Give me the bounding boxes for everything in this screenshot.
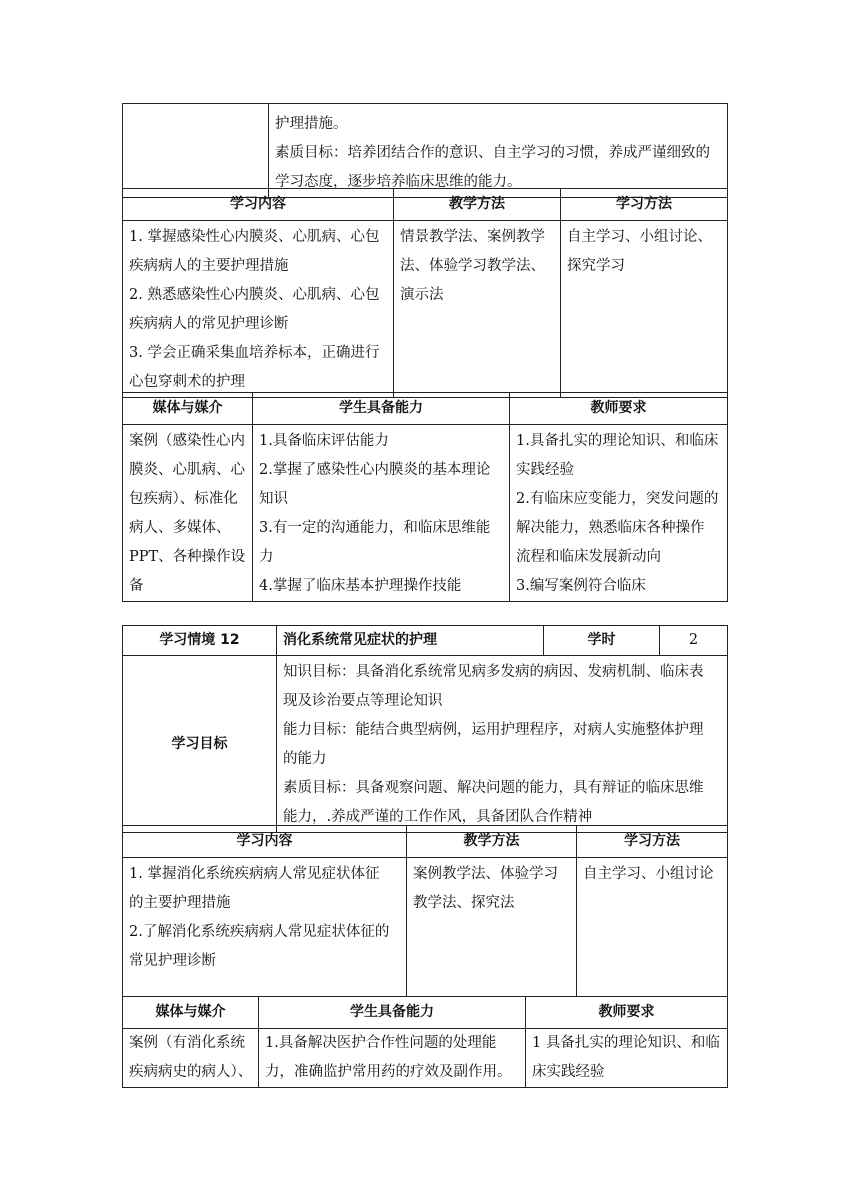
goal-line: 现及诊治要点等理论知识 xyxy=(283,693,443,709)
media-ability-table xyxy=(122,392,728,602)
teacher-line: 2.有临床应变能力，突发问题的 xyxy=(516,491,719,507)
goal-line: 能力目标：能结合典型病例，运用护理程序，对病人实施整体护理 xyxy=(283,722,704,738)
situation-label: 学习情境 12 xyxy=(123,626,277,656)
ability-line: 1.具备解决医护合作性问题的处理能 xyxy=(265,1035,497,1051)
ability-line: 力，准确监护常用药的疗效及副作用。 xyxy=(265,1064,512,1080)
situation-goal-table xyxy=(122,625,728,833)
ability-header: 学生具备能力 xyxy=(259,997,526,1029)
goal-line: 素质目标：具备观察问题、解决问题的能力，具有辩证的临床思维 xyxy=(283,780,704,796)
teacher-requirement-header: 教师要求 xyxy=(510,393,728,425)
hours-label: 学时 xyxy=(544,626,660,656)
goal-line: 知识目标：具备消化系统常见病多发病的病因、发病机制、临床表 xyxy=(283,664,704,680)
media-line: 病人、多媒体、 xyxy=(129,520,231,536)
teaching-line: 法、体验学习教学法、 xyxy=(400,258,545,274)
teaching-line: 教学法、探究法 xyxy=(413,895,515,911)
teacher-line: 解决能力，熟悉临床各种操作 xyxy=(516,520,705,536)
content-methods-table xyxy=(122,188,728,398)
media-ability-table-2 xyxy=(122,996,728,1088)
learning-method-header: 学习方法 xyxy=(561,189,728,221)
goal-line: 护理措施。 xyxy=(275,116,348,132)
ability-line: 知识 xyxy=(259,491,288,507)
ability-line: 2.掌握了感染性心内膜炎的基本理论 xyxy=(259,462,491,478)
media-line: 疾病病史的病人）、 xyxy=(129,1064,252,1080)
teaching-method-header: 教学方法 xyxy=(407,826,577,858)
learning-method-header: 学习方法 xyxy=(577,826,728,858)
media-line: PPT、各种操作设 xyxy=(129,549,246,565)
media-line: 包疾病）、标准化 xyxy=(129,491,238,507)
learning-line: 自主学习、小组讨论 xyxy=(583,866,714,882)
media-header: 媒体与媒介 xyxy=(123,997,259,1029)
teaching-method-header: 教学方法 xyxy=(394,189,561,221)
goal-line: 素质目标：培养团结合作的意识、自主学习的习惯，养成严谨细致的 xyxy=(275,145,710,161)
content-line: 2.了解消化系统疾病病人常见症状体征的 xyxy=(129,924,390,940)
teaching-method-cell xyxy=(407,858,577,997)
media-line: 膜炎、心肌病、心 xyxy=(129,462,245,478)
teacher-requirement-cell xyxy=(510,425,728,602)
content-cell xyxy=(123,858,407,997)
teaching-line: 案例教学法、体验学习 xyxy=(413,866,558,882)
learning-line: 自主学习、小组讨论、 xyxy=(567,229,712,245)
media-cell xyxy=(123,425,253,602)
content-line: 3. 学会正确采集血培养标本，正确进行 xyxy=(129,345,380,361)
content-header: 学习内容 xyxy=(123,826,407,858)
teacher-line: 流程和临床发展新动向 xyxy=(516,549,661,565)
ability-line: 力 xyxy=(259,549,274,565)
learning-line: 探究学习 xyxy=(567,258,625,274)
media-line: 案例（感染性心内 xyxy=(129,433,245,449)
goal-line: 的能力 xyxy=(283,751,327,767)
goal-line: 能力，.养成严谨的工作作风，具备团队合作精神 xyxy=(283,809,593,825)
teacher-line: 1.具备扎实的理论知识、和临床 xyxy=(516,433,719,449)
teaching-line: 情景教学法、案例教学 xyxy=(400,229,545,245)
goal-text-cell xyxy=(277,656,728,833)
content-line: 的主要护理措施 xyxy=(129,895,231,911)
content-cell xyxy=(123,221,394,398)
teacher-line: 床实践经验 xyxy=(532,1064,605,1080)
ability-cell xyxy=(253,425,510,602)
media-cell xyxy=(123,1029,259,1088)
ability-line: 1.具备临床评估能力 xyxy=(259,433,389,449)
ability-header: 学生具备能力 xyxy=(253,393,510,425)
goal-text-cell xyxy=(269,104,728,198)
teaching-method-cell xyxy=(394,221,561,398)
teacher-requirement-header: 教师要求 xyxy=(526,997,728,1029)
content-methods-table-2 xyxy=(122,825,728,997)
goal-continuation-table xyxy=(122,103,728,198)
content-line: 1. 掌握感染性心内膜炎、心肌病、心包 xyxy=(129,229,380,245)
media-line: 备 xyxy=(129,578,144,594)
teacher-requirement-cell xyxy=(526,1029,728,1088)
content-line: 疾病病人的主要护理措施 xyxy=(129,258,289,274)
content-line: 常见护理诊断 xyxy=(129,953,216,969)
content-line: 心包穿刺术的护理 xyxy=(129,374,245,390)
goal-label: 学习目标 xyxy=(123,656,277,833)
ability-line: 4.掌握了临床基本护理操作技能 xyxy=(259,578,462,594)
empty-label-cell xyxy=(123,104,269,198)
hours-value: 2 xyxy=(660,626,728,656)
content-header: 学习内容 xyxy=(123,189,394,221)
situation-title: 消化系统常见症状的护理 xyxy=(277,626,544,656)
content-line: 1. 掌握消化系统疾病病人常见症状体征 xyxy=(129,866,380,882)
learning-method-cell xyxy=(577,858,728,997)
ability-cell xyxy=(259,1029,526,1088)
teaching-line: 演示法 xyxy=(400,287,444,303)
goal-line: 学习态度，逐步培养临床思维的能力。 xyxy=(275,174,522,190)
teacher-line: 3.编写案例符合临床 xyxy=(516,578,646,594)
ability-line: 3.有一定的沟通能力，和临床思维能 xyxy=(259,520,491,536)
media-line: 案例（有消化系统 xyxy=(129,1035,245,1051)
learning-method-cell xyxy=(561,221,728,398)
content-line: 疾病病人的常见护理诊断 xyxy=(129,316,289,332)
teacher-line: 实践经验 xyxy=(516,462,574,478)
teacher-line: 1 具备扎实的理论知识、和临 xyxy=(532,1035,720,1051)
media-header: 媒体与媒介 xyxy=(123,393,253,425)
content-line: 2. 熟悉感染性心内膜炎、心肌病、心包 xyxy=(129,287,380,303)
